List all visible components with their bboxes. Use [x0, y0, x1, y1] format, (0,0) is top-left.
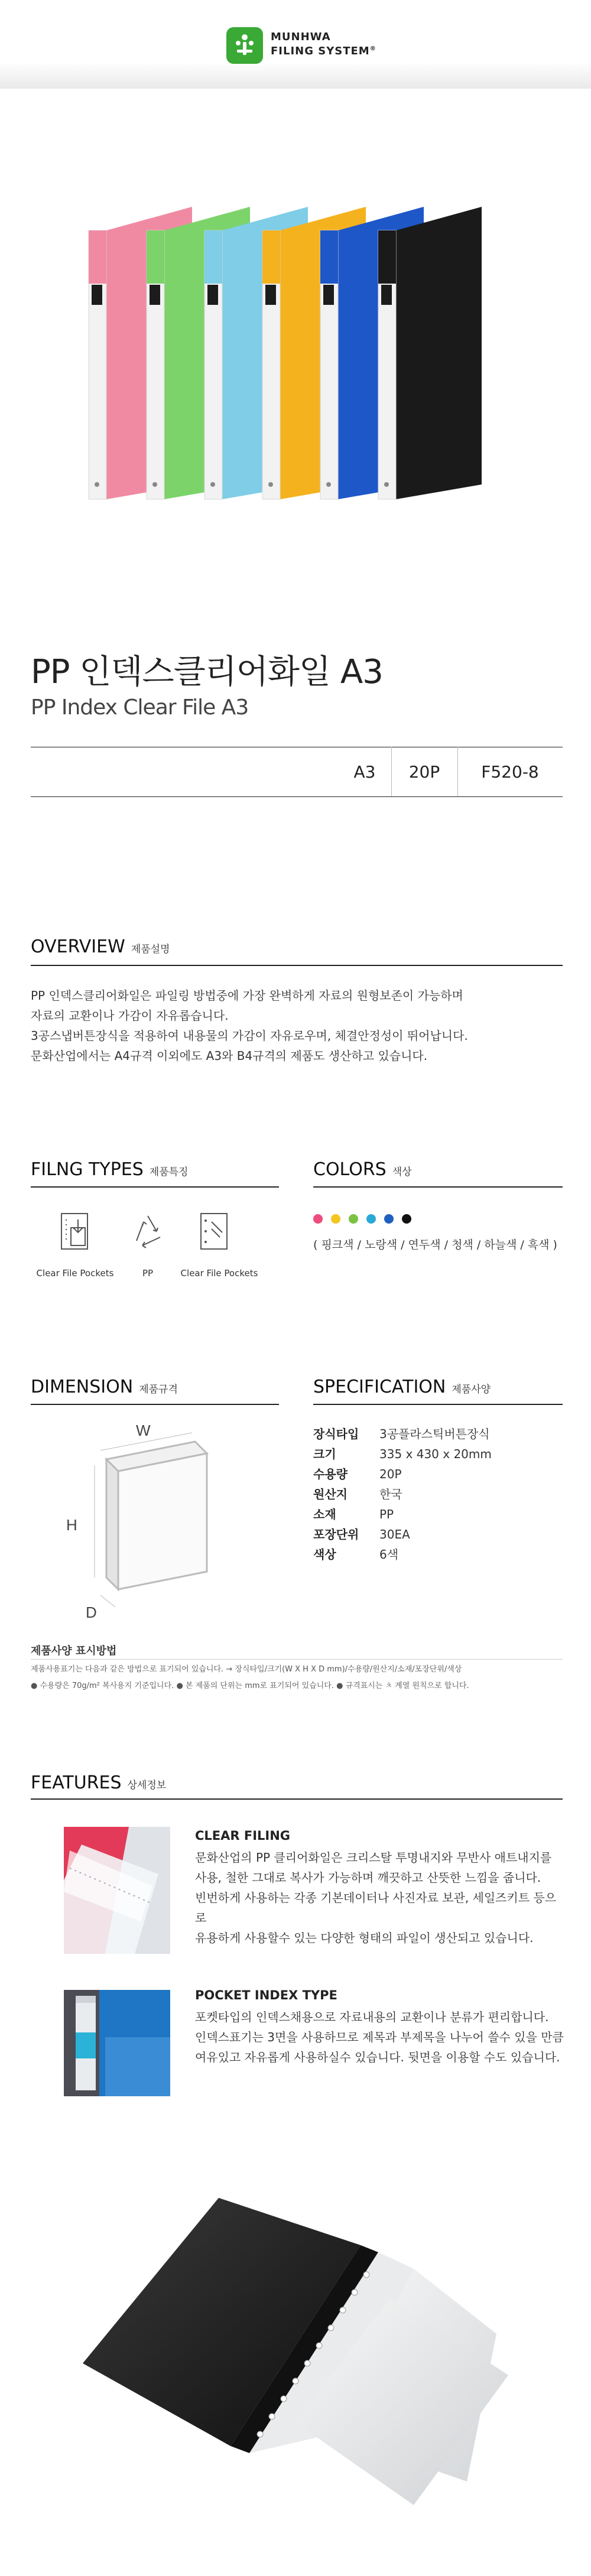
- spec-row: 포장단위 30EA: [313, 1527, 410, 1541]
- dimension-w-label: W: [136, 1422, 151, 1439]
- divider: [31, 796, 563, 797]
- pocket-index-photo: [64, 1990, 170, 2096]
- color-swatch[interactable]: [313, 1214, 323, 1224]
- open-binder-photo: [83, 2186, 532, 2517]
- colors-heading: COLORS 색상: [313, 1159, 412, 1180]
- divider: [313, 1186, 563, 1188]
- dimension-h-label: H: [66, 1516, 77, 1534]
- munhwa-logo-icon[interactable]: [226, 27, 263, 64]
- label-method-title: 제품사양 표시방법: [31, 1645, 117, 1657]
- feature-text: 포켓타입의 인덱스채용으로 자료내용의 교환이나 분류가 편리합니다. 인덱스표기는 3면을 사용하므로 제목과 부제목을 나누어 쓸수 있을 만큼 여유있고 자유롭게 사용하실수 있습니다. 뒷면을 이용할 수도 있습니다.: [195, 2010, 564, 2064]
- color-swatch[interactable]: [366, 1214, 376, 1224]
- specification-table: [313, 1424, 561, 1565]
- spec-row: 색상 6색: [313, 1547, 399, 1562]
- divider: [31, 1186, 279, 1188]
- dimension-diagram: [59, 1418, 236, 1621]
- feature-heading: POCKET INDEX TYPE: [195, 1988, 337, 2002]
- dimension-heading: DIMENSION 제품규격: [31, 1377, 178, 1397]
- filing-type-label: PP: [142, 1268, 154, 1279]
- label-method-line2: ● 수용량은 70g/m² 복사용지 기준입니다. ● 본 제품의 단위는 mm로 표기되어 있습니다. ● 규격표시는 ㅊ 계열 원칙으로 합니다.: [31, 1681, 469, 1690]
- binder: [378, 207, 482, 499]
- color-swatch[interactable]: [331, 1214, 340, 1224]
- product-hero-image: [59, 207, 532, 514]
- specification-heading: SPECIFICATION 제품사양: [313, 1377, 491, 1397]
- divider: [31, 1404, 279, 1405]
- dimension-d-label: D: [86, 1604, 97, 1619]
- page-subtitle: PP Index Clear File A3: [31, 695, 249, 720]
- filing-type-label: Clear File Pockets: [180, 1268, 258, 1279]
- overview-heading: OVERVIEW 제품설명: [31, 936, 170, 957]
- label-method-line1: 제품사용표기는 다음과 같은 방법으로 표기되어 있습니다. → 장식타입/크기(W X H X D mm)/수용량/원산지/소재/포장단위/색상: [31, 1665, 462, 1674]
- spec-row: 원산지 한국: [313, 1487, 402, 1501]
- spec-row: 크기 335 x 430 x 20mm: [313, 1447, 492, 1461]
- brand-name-line1: MUNHWA: [271, 31, 331, 43]
- divider: [313, 1404, 563, 1405]
- brand-name-line2: FILING SYSTEM®: [271, 45, 376, 57]
- spec-row: 수용량 20P: [313, 1467, 402, 1481]
- spec-size: A3: [353, 762, 376, 782]
- filing-type-label: Clear File Pockets: [36, 1268, 114, 1279]
- feature-text: 문화산업의 PP 클리어화일은 크리스탈 투명내지와 무반사 애트내지를 사용, 철한 그대로 복사가 가능하며 깨끗하고 산뜻한 느낌을 줍니다. 빈번하게 사용하는 각종 기본데이터나 사진자료 보관, 세일즈키트 등으로 유용하게 사용할수 있는 다양한 형태의 파일이 생산되고 있습니다.: [195, 1850, 557, 1945]
- divider: [31, 965, 563, 966]
- filing-types-heading: FILNG TYPES 제품특징: [31, 1159, 189, 1180]
- clear-file-pocket-icon: [59, 1211, 92, 1255]
- spec-row: 장식타입 3공플라스틱버튼장식: [313, 1427, 490, 1441]
- page-header: [0, 0, 591, 89]
- color-caption: ( 핑크색 / 노랑색 / 연두색 / 청색 / 하늘색 / 흑색 ): [313, 1238, 557, 1251]
- recycle-pp-icon: [127, 1211, 168, 1255]
- spec-row: 소재 PP: [313, 1507, 394, 1521]
- color-swatches: [313, 1214, 411, 1224]
- overview-text: PP 인덱스클리어화일은 파일링 방법중에 가장 완벽하게 자료의 원형보존이 가능하며 자료의 교환이나 가감이 자유롭습니다. 3공스냅버튼장식을 적용하여 내용물의 가감이 자유로우며, 체결안정성이 뛰어납니다. 문화산업에서는 A4규격 이외에도 A3와 B4규격의 제품도 생산하고 있습니다.: [31, 988, 468, 1063]
- clear-file-pockets-binder-icon: [199, 1211, 232, 1255]
- page-title: PP 인덱스클리어화일 A3: [31, 653, 383, 691]
- clear-filing-photo: [64, 1827, 170, 1954]
- divider: [31, 1659, 563, 1660]
- spec-model-code: F520-8: [481, 762, 539, 782]
- color-swatch[interactable]: [402, 1214, 411, 1224]
- color-swatch[interactable]: [349, 1214, 358, 1224]
- divider: [31, 1798, 563, 1800]
- feature-heading: CLEAR FILING: [195, 1829, 291, 1843]
- features-heading: FEATURES 상세정보: [31, 1772, 167, 1793]
- spec-capacity: 20P: [408, 762, 440, 782]
- color-swatch[interactable]: [384, 1214, 394, 1224]
